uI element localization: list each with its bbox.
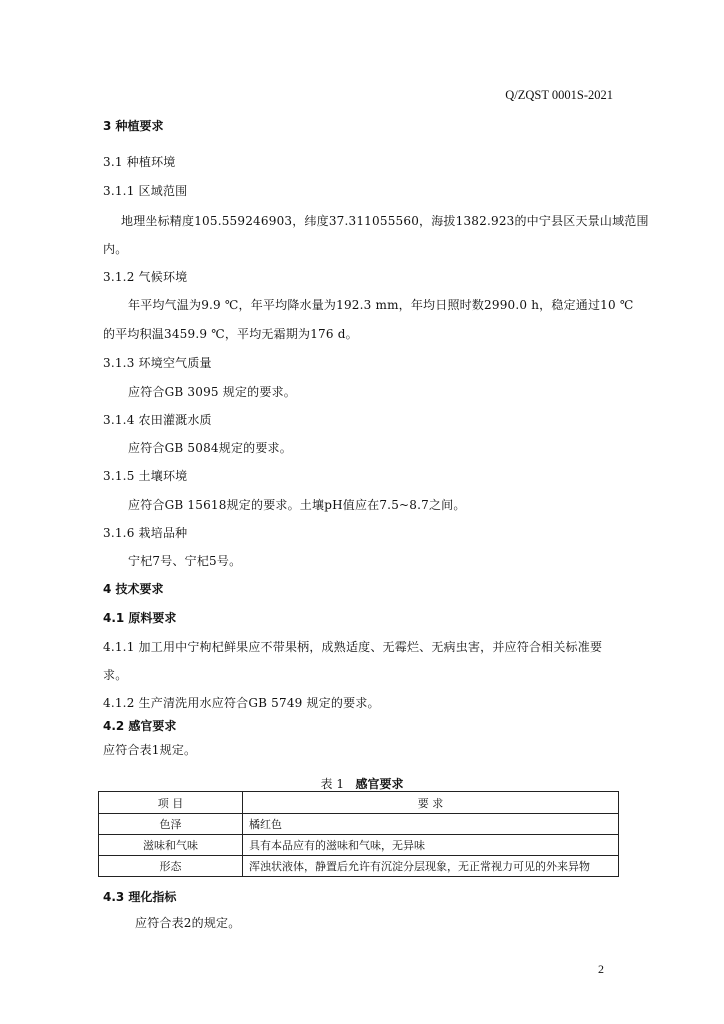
page-number: 2 xyxy=(598,962,604,976)
cultivar-text: 宁杞7号、宁杞5号。 xyxy=(128,554,242,568)
header-item: 项 目 xyxy=(99,792,243,814)
table-1-title: 感官要求 xyxy=(355,777,404,791)
section-3-1-5-heading: 3.1.5 土壤环境 xyxy=(103,469,188,483)
section-4-2-heading: 4.2 感官要求 xyxy=(103,719,177,733)
table-row xyxy=(99,835,619,856)
air-quality-text: 应符合GB 3095 规定的要求。 xyxy=(128,385,296,399)
section-3-1-4-heading: 3.1.4 农田灌溉水质 xyxy=(103,413,212,427)
region-text-line-2: 内。 xyxy=(103,242,128,256)
wash-water-text: 4.1.2 生产清洗用水应符合GB 5749 规定的要求。 xyxy=(103,696,380,710)
table-cell-item: 色泽 xyxy=(99,814,243,835)
climate-text-line-1: 年平均气温为9.9 ℃，年平均降水量为192.3 mm，年均日照时数2990.0 h，稳定通过10 ℃ xyxy=(128,298,634,312)
section-4-3-heading: 4.3 理化指标 xyxy=(103,890,177,904)
raw-material-text-line-1: 4.1.1 加工用中宁枸杞鲜果应不带果柄，成熟适度、无霉烂、无病虫害，并应符合相关标准要 xyxy=(103,640,603,654)
section-3-1-3-heading: 3.1.3 环境空气质量 xyxy=(103,356,212,370)
table-1-caption xyxy=(0,775,724,792)
table-header-row xyxy=(99,792,619,814)
irrigation-water-text: 应符合GB 5084规定的要求。 xyxy=(128,441,292,455)
sensory-ref-text: 应符合表1规定。 xyxy=(103,743,197,757)
section-4-heading: 4 技术要求 xyxy=(103,582,164,596)
soil-text: 应符合GB 15618规定的要求。土壤pH值应在7.5~8.7之间。 xyxy=(128,498,466,512)
table-cell-requirement: 橘红色 xyxy=(243,814,619,835)
section-3-1-heading: 3.1 种植环境 xyxy=(103,155,176,169)
section-3-1-6-heading: 3.1.6 栽培品种 xyxy=(103,526,188,540)
table-row xyxy=(99,814,619,835)
table-cell-item: 形态 xyxy=(99,856,243,877)
section-3-heading: 3 种植要求 xyxy=(103,119,164,133)
table-cell-requirement: 具有本品应有的滋味和气味，无异味 xyxy=(243,835,619,856)
table-row xyxy=(99,856,619,877)
climate-text-line-2: 的平均积温3459.9 ℃，平均无霜期为176 d。 xyxy=(103,327,358,341)
document-code: Q/ZQST 0001S-2021 xyxy=(505,88,613,102)
table-1-number: 表 1 xyxy=(320,777,344,791)
table-cell-item: 滋味和气味 xyxy=(99,835,243,856)
raw-material-text-line-2: 求。 xyxy=(103,668,128,682)
region-text-line-1: 地理坐标精度105.559246903，纬度37.311055560，海拔1382.923的中宁县区天景山域范围 xyxy=(121,214,649,228)
physchem-ref-text: 应符合表2的规定。 xyxy=(135,916,241,930)
section-3-1-1-heading: 3.1.1 区域范围 xyxy=(103,184,188,198)
section-4-1-heading: 4.1 原料要求 xyxy=(103,611,177,625)
table-cell-requirement: 浑浊状液体，静置后允许有沉淀分层现象，无正常视力可见的外来异物 xyxy=(243,856,619,877)
section-3-1-2-heading: 3.1.2 气候环境 xyxy=(103,270,188,284)
header-requirement: 要 求 xyxy=(243,792,619,814)
sensory-table xyxy=(98,791,619,877)
